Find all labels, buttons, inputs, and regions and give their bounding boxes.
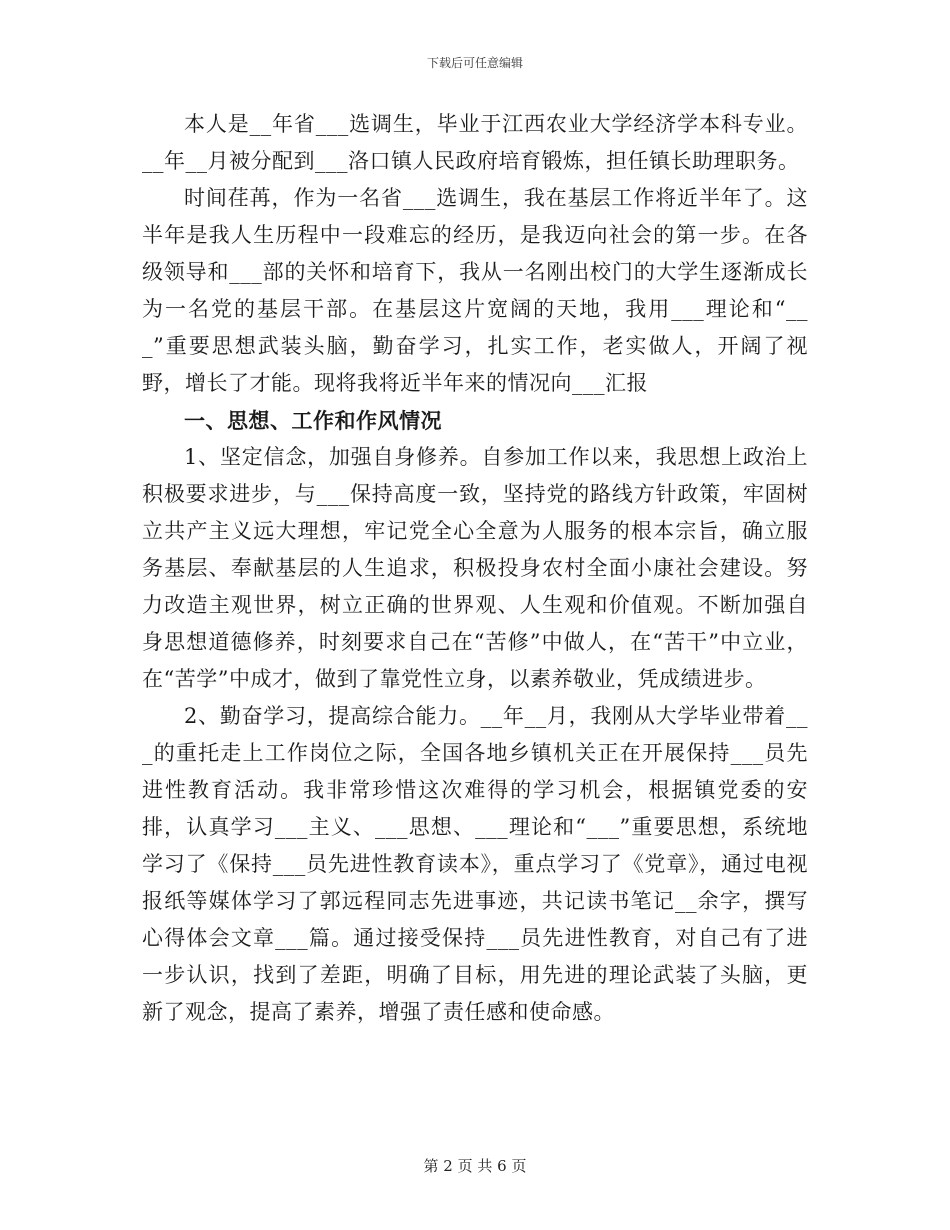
document-body	[142, 106, 808, 1031]
paragraph-item-1: 1、坚定信念，加强自身修养。自参加工作以来，我思想上政治上积极要求进步，与___保持高度一致，坚持党的路线方针政策，牢固树立共产主义远大理想，牢记党全心全意为人服务的根本宗旨，确立服务基层、奉献基层的人生追求，积极投身农村全面小康社会建设。努力改造主观世界，树立正确的世界观、人生观和价值观。不断加强自身思想道德修养，时刻要求自己在“苦修”中做人，在“苦干”中立业，在“苦学”中成才，做到了靠党性立身，以素养敬业，凭成绩进步。	[142, 445, 808, 691]
page-number: 第 2 页 共 6 页	[423, 1157, 527, 1175]
paragraph-overview: 时间荏苒，作为一名省___选调生，我在基层工作将近半年了。这半年是我人生历程中一段难忘的经历，是我迈向社会的第一步。在各级领导和___部的关怀和培育下，我从一名刚出校门的大学生逐渐成长为一名党的基层干部。在基层这片宽阔的天地，我用___理论和“___”重要思想武装头脑，勤奋学习，扎实工作，老实做人，开阔了视野，增长了才能。现将我将近半年来的情况向___汇报	[142, 186, 808, 395]
paragraph-item-2: 2、勤奋学习，提高综合能力。__年__月，我刚从大学毕业带着___的重托走上工作岗位之际，全国各地乡镇机关正在开展保持___员先进性教育活动。我非常珍惜这次难得的学习机会，根据镇党委的安排，认真学习___主义、___思想、___理论和“___”重要思想，系统地学习了《保持___员先进性教育读本》，重点学习了《党章》，通过电视报纸等媒体学习了郭远程同志先进事迹，共记读书笔记__余字，撰写心得体会文章___篇。通过接受保持___员先进性教育，对自己有了进一步认识，找到了差距，明确了目标，用先进的理论武装了头脑，更新了观念，提高了素养，增强了责任感和使命感。	[142, 704, 808, 1024]
page-header-note: 下载后可任意编辑	[426, 56, 523, 70]
paragraph-intro: 本人是__年省___选调生，毕业于江西农业大学经济学本科专业。__年__月被分配到___洛口镇人民政府培育锻炼，担任镇长助理职务。	[142, 112, 808, 173]
section-heading: 一、思想、工作和作风情况	[184, 408, 442, 433]
